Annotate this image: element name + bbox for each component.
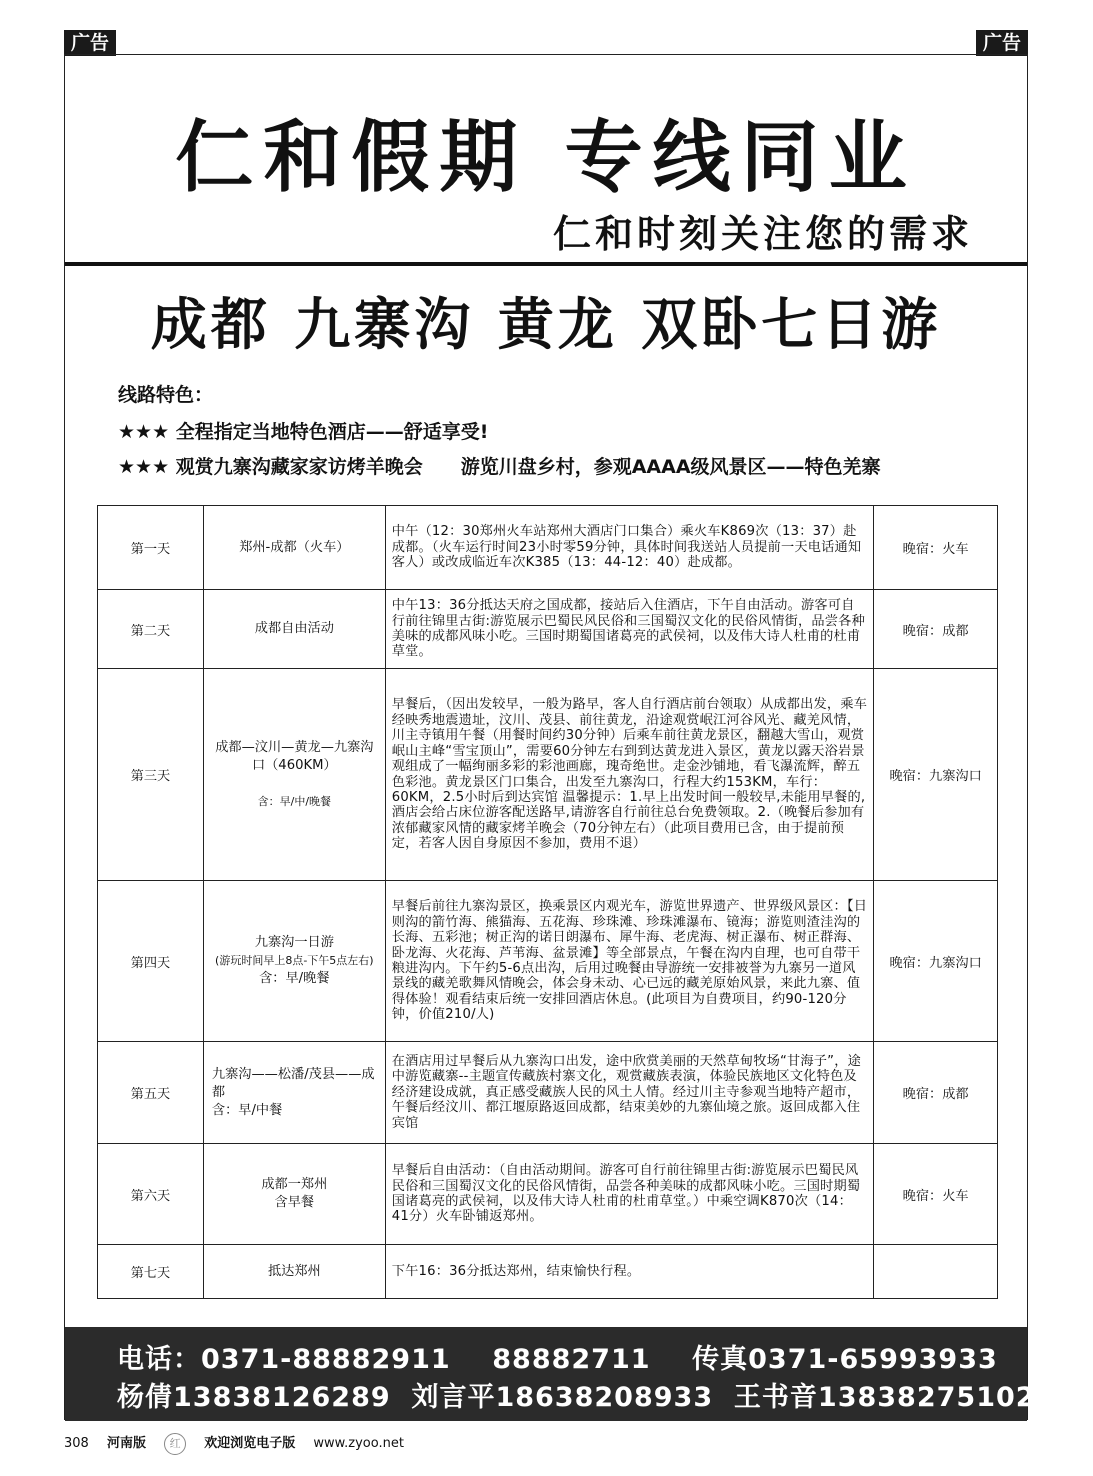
route-text: 九寨沟一日游 bbox=[254, 935, 334, 950]
meal-note: 含：早/中/晚餐 bbox=[257, 794, 332, 808]
day-cell: 第一天 bbox=[98, 506, 204, 590]
detail-cell: 中午（12：30郑州火车站郑州大酒店门口集合）乘火车K869次（13：37）赴成都。（火车运行时间23小时零59分钟，具体时间我送站人员提前一天电话通知客人）或改成临近车次K385（13：44-12：40）赴成都。 bbox=[385, 506, 874, 590]
table-row bbox=[98, 590, 998, 669]
stay-cell bbox=[874, 1245, 998, 1299]
page-footer bbox=[64, 1432, 418, 1455]
route-cell bbox=[203, 590, 385, 669]
meal-note: 含早餐 bbox=[274, 1195, 315, 1210]
header-divider bbox=[65, 262, 1027, 266]
route-text: 成都一郑州 bbox=[261, 1177, 328, 1192]
ad-label-left: 广告 bbox=[64, 30, 116, 56]
route-text: 郑州-成都（火车） bbox=[239, 539, 350, 555]
detail-cell: 在酒店用过早餐后从九寨沟口出发，途中欣赏美丽的天然草甸牧场“甘海子”，途中游览藏寨--主题宣传藏族村寨文化，观赏藏族表演，体验民族地区文化特色及经济建设成就，真正感受藏族人民的风土人情。经过川主寺参观当地特产超市，午餐后经汶川、都江堰原路返回成都，结束美妙的九寨仙境之旅。返回成都入住宾馆 bbox=[385, 1042, 874, 1144]
detail-cell: 早餐后，（因出发较早，一般为路早，客人自行酒店前台领取）从成都出发，乘车经映秀地震遗址，汶川、茂县、前往黄龙，沿途观赏岷江河谷风光、藏羌风情，川主寺镇用午餐（用餐时间约30分钟）后乘车前往黄龙景区，翻越大雪山，观赏岷山主峰“雪宝顶山”，需要60分钟左右到到达黄龙进入景区，黄龙以露天浴岩景观组成了一幅绚丽多彩的彩池画廊，瑰奇绝世。走金沙铺地，看飞瀑流辉，醉五色彩池。黄龙景区门口集合，出发至九寨沟口，行程大约153KM，车行：60KM，2.5小时后到达宾馆 温馨提示：1.早上出发时间一般较早,未能用早餐的,酒店会给占床位游客配送路早,请游客自行前往总台免费领取。2.（晚餐后参加有浓郁藏家风情的藏家烤羊晚会（70分钟左右）（此项目费用已含，由于提前预定，若客人因自身原因不参加，费用不退） bbox=[385, 669, 874, 881]
day-cell: 第四天 bbox=[98, 881, 204, 1042]
detail-cell: 中午13：36分抵达天府之国成都，接站后入住酒店，下午自由活动。游客可自行前往锦里古街:游览展示巴蜀民风民俗和三国蜀汉文化的民俗风情街，品尝各种美味的成都风味小吃。三国时期蜀国诸葛亮的武侯祠，以及伟大诗人杜甫的杜甫草堂。 bbox=[385, 590, 874, 669]
route-cell bbox=[203, 669, 385, 881]
route-text: 成都—汶川—黄龙—九寨沟口（460KM） bbox=[215, 739, 374, 773]
site-url: www.zyoo.net bbox=[313, 1436, 404, 1451]
features-heading: 线路特色： bbox=[118, 384, 214, 406]
route-cell bbox=[203, 1245, 385, 1299]
route-text: 成都自由活动 bbox=[254, 621, 334, 636]
contact-people: 杨倩13838126289 刘言平18638208933 王书音13838275102 bbox=[117, 1382, 1036, 1413]
ad-title: 仁和假期 专线同业 bbox=[175, 113, 917, 203]
ad-label-right: 广告 bbox=[976, 30, 1028, 56]
route-text: 抵达郑州 bbox=[267, 1263, 321, 1279]
stay-cell: 晚宿：九寨沟口 bbox=[874, 881, 998, 1042]
welcome-text: 欢迎浏览电子版 bbox=[204, 1436, 296, 1451]
table-row bbox=[98, 506, 998, 590]
feature-line-2b: 游览川盘乡村，参观AAAA级风景区——特色羌寨 bbox=[460, 456, 881, 478]
meal-note: 含：早/晚餐 bbox=[259, 971, 330, 986]
detail-cell: 早餐后自由活动：（自由活动期间。游客可自行前往锦里古街:游览展示巴蜀民风民俗和三国蜀汉文化的民俗风情街，品尝各种美味的成都风味小吃。三国时期蜀国诸葛亮的武侯祠，以及伟大诗人杜甫的杜甫草堂。）中乘空调K870次（14：41分）火车卧铺返郑州。 bbox=[385, 1144, 874, 1245]
table-row bbox=[98, 1245, 998, 1299]
itinerary-table bbox=[97, 505, 998, 1299]
time-note: (游玩时间早上8点-下午5点左右) bbox=[215, 954, 374, 967]
route-title: 成都 九寨沟 黄龙 双卧七日游 bbox=[150, 293, 942, 358]
route-cell bbox=[203, 881, 385, 1042]
feature-line-1: ★★★ 全程指定当地特色酒店——舒适享受! bbox=[118, 421, 489, 443]
detail-cell: 早餐后前往九寨沟景区，换乘景区内观光车，游览世界遗产、世界级风景区：【日则沟的箭竹海、熊猫海、五花海、珍珠滩、珍珠滩瀑布、镜海；游览则渣洼沟的长海、五彩池；树正沟的诺日朗瀑布、犀牛海、老虎海、树正瀑布、树正群海、卧龙海、火花海、芦苇海、盆景滩】等全部景点，午餐在沟内自理，也可自带干粮进沟内。下午约5-6点出沟，后用过晚餐由导游统一安排被誉为九寨另一道风景线的藏羌歌舞风情晚会，体会身未动、心已远的藏羌原始风景，来此九寨、值得体验！观看结束后统一安排回酒店休息。(此项目为自费项目，约90-120分钟，价值210/人) bbox=[385, 881, 874, 1042]
table-row bbox=[98, 881, 998, 1042]
feature-line-2a: ★★★ 观赏九寨沟藏家家访烤羊晚会 bbox=[118, 456, 423, 478]
stay-cell: 晚宿：火车 bbox=[874, 506, 998, 590]
feature-line-2 bbox=[118, 452, 881, 479]
day-cell: 第六天 bbox=[98, 1144, 204, 1245]
route-cell bbox=[203, 1042, 385, 1144]
route-cell bbox=[203, 506, 385, 590]
table-row bbox=[98, 669, 998, 881]
ad-frame bbox=[64, 54, 1036, 1420]
contact-phones: 电话：0371-88882911 88882711 传真0371-65993933 bbox=[117, 1344, 998, 1375]
day-cell: 第二天 bbox=[98, 590, 204, 669]
day-cell: 第三天 bbox=[98, 669, 204, 881]
stay-cell: 晚宿：火车 bbox=[874, 1144, 998, 1245]
day-cell: 第七天 bbox=[98, 1245, 204, 1299]
stay-cell: 晚宿：九寨沟口 bbox=[874, 669, 998, 881]
table-row bbox=[98, 1042, 998, 1144]
table-row bbox=[98, 1144, 998, 1245]
stay-cell: 晚宿：成都 bbox=[874, 590, 998, 669]
meal-note: 含：早/中餐 bbox=[211, 1102, 283, 1118]
day-cell: 第五天 bbox=[98, 1042, 204, 1144]
detail-cell: 下午16：36分抵达郑州，结束愉快行程。 bbox=[385, 1245, 874, 1299]
contact-banner bbox=[65, 1327, 1036, 1421]
route-cell bbox=[203, 1144, 385, 1245]
ad-slogan: 仁和时刻关注您的需求 bbox=[552, 212, 973, 256]
route-text: 九寨沟——松潘/茂县——成都 bbox=[211, 1066, 375, 1100]
edition-seal: 红 bbox=[164, 1433, 186, 1455]
page-number: 308 bbox=[64, 1436, 89, 1451]
edition-label: 河南版 bbox=[106, 1436, 146, 1451]
stay-cell: 晚宿：成都 bbox=[874, 1042, 998, 1144]
